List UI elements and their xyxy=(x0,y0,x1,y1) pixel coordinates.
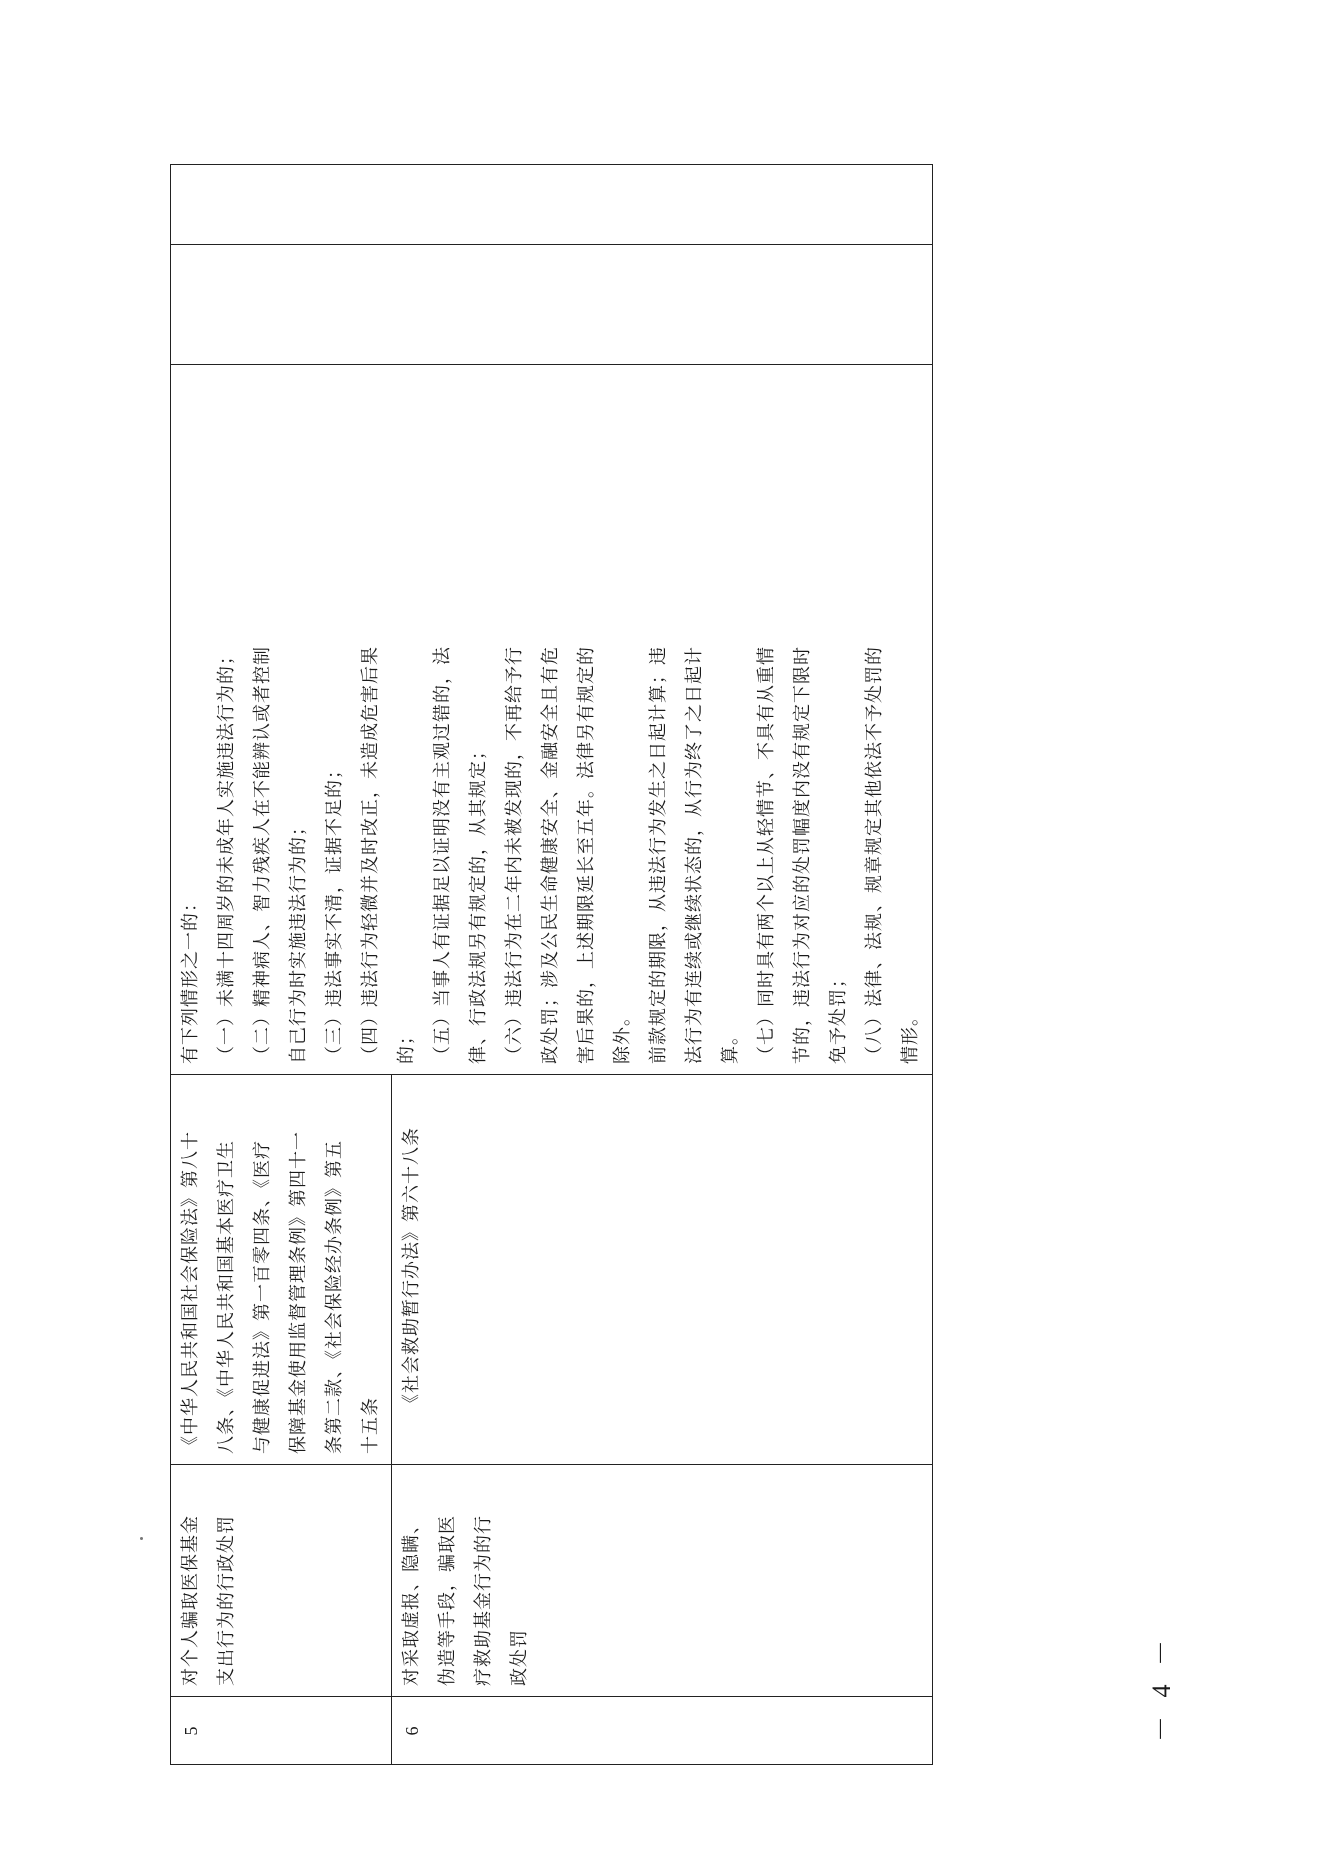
condition-line: 前款规定的期限，从违法行为发生之日起计算；违 xyxy=(648,646,669,1064)
condition-line: 节的，违法行为对应的处罚幅度内没有规定下限时 xyxy=(792,646,813,1064)
condition-line: 算。 xyxy=(720,1026,741,1064)
condition-line: （一）未满十四周岁的未成年人实施违法行为的； xyxy=(216,646,237,1064)
condition-line: 的； xyxy=(396,1026,417,1064)
row-number: 5 xyxy=(171,1697,392,1765)
item-line: 对采取虚报、隐瞒、 xyxy=(401,1515,422,1686)
basis-line: 与健康促进法》第一百零四条、《医疗 xyxy=(252,1140,273,1454)
rotated-table-wrapper xyxy=(170,165,933,1765)
item-name-cell xyxy=(392,1465,933,1697)
item-line: 政处罚 xyxy=(509,1629,530,1686)
condition-line: 律、行政法规另有规定的，从其规定； xyxy=(468,741,489,1064)
condition-line: 情形。 xyxy=(900,1007,921,1064)
condition-line: 免予处罚； xyxy=(828,969,849,1064)
condition-line: （二）精神病人、智力残疾人在不能辨认或者控制 xyxy=(252,646,273,1064)
condition-line: 政处罚；涉及公民生命健康安全、金融安全且有危 xyxy=(540,646,561,1064)
condition-line: 法行为有连续或继续状态的，从行为终了之日起计 xyxy=(684,646,705,1064)
scan-speck xyxy=(140,1537,143,1540)
row-number: 6 xyxy=(392,1697,933,1765)
condition-line: 害后果的，上述期限延长至五年。法律另有规定的 xyxy=(576,646,597,1064)
basis-line: 《中华人民共和国社会保险法》第八十 xyxy=(180,1131,201,1454)
condition-line: （四）违法行为轻微并及时改正，未造成危害后果 xyxy=(360,646,381,1064)
item-line: 疗救助基金行为的行 xyxy=(473,1515,494,1686)
legal-basis-cell xyxy=(171,1075,392,1465)
item-line: 对个人骗取医保基金 xyxy=(180,1515,201,1686)
condition-line: （五）当事人有证据足以证明没有主观过错的，法 xyxy=(432,646,453,1064)
page-number-anchor xyxy=(1132,1628,1192,1748)
legal-basis-cell xyxy=(392,1075,933,1465)
basis-line: 《社会救助暂行办法》第六十八条 xyxy=(401,1127,422,1412)
condition-line: 有下列情形之一的： xyxy=(180,893,201,1064)
page-number: － 4 － xyxy=(1147,1634,1176,1743)
basis-line: 保障基金使用监督管理条例》第四十一 xyxy=(288,1131,309,1454)
condition-line: 除外。 xyxy=(612,1007,633,1064)
condition-line: 自己行为时实施违法行为的； xyxy=(288,817,309,1064)
exemption-conditions-cell xyxy=(171,365,933,1075)
item-name-cell xyxy=(171,1465,392,1697)
item-line: 伪造等手段，骗取医 xyxy=(437,1515,458,1686)
condition-line: （七）同时具有两个以上从轻情节、不具有从重情 xyxy=(756,646,777,1064)
item-line: 支出行为的行政处罚 xyxy=(216,1515,237,1686)
condition-line: （六）违法行为在二年内未被发现的，不再给予行 xyxy=(504,646,525,1064)
empty-column-cell xyxy=(171,165,933,245)
basis-line: 八条、《中华人民共和国基本医疗卫生 xyxy=(216,1140,237,1454)
empty-column-cell xyxy=(171,245,933,365)
exemption-table xyxy=(170,164,933,1765)
condition-line: （三）违法事实不清，证据不足的； xyxy=(324,760,345,1064)
table-row xyxy=(171,165,392,1765)
basis-line: 条第二款、《社会保险经办条例》第五 xyxy=(324,1140,345,1454)
basis-line: 十五条 xyxy=(360,1397,381,1454)
condition-line: （八）法律、法规、规章规定其他依法不予处罚的 xyxy=(864,646,885,1064)
